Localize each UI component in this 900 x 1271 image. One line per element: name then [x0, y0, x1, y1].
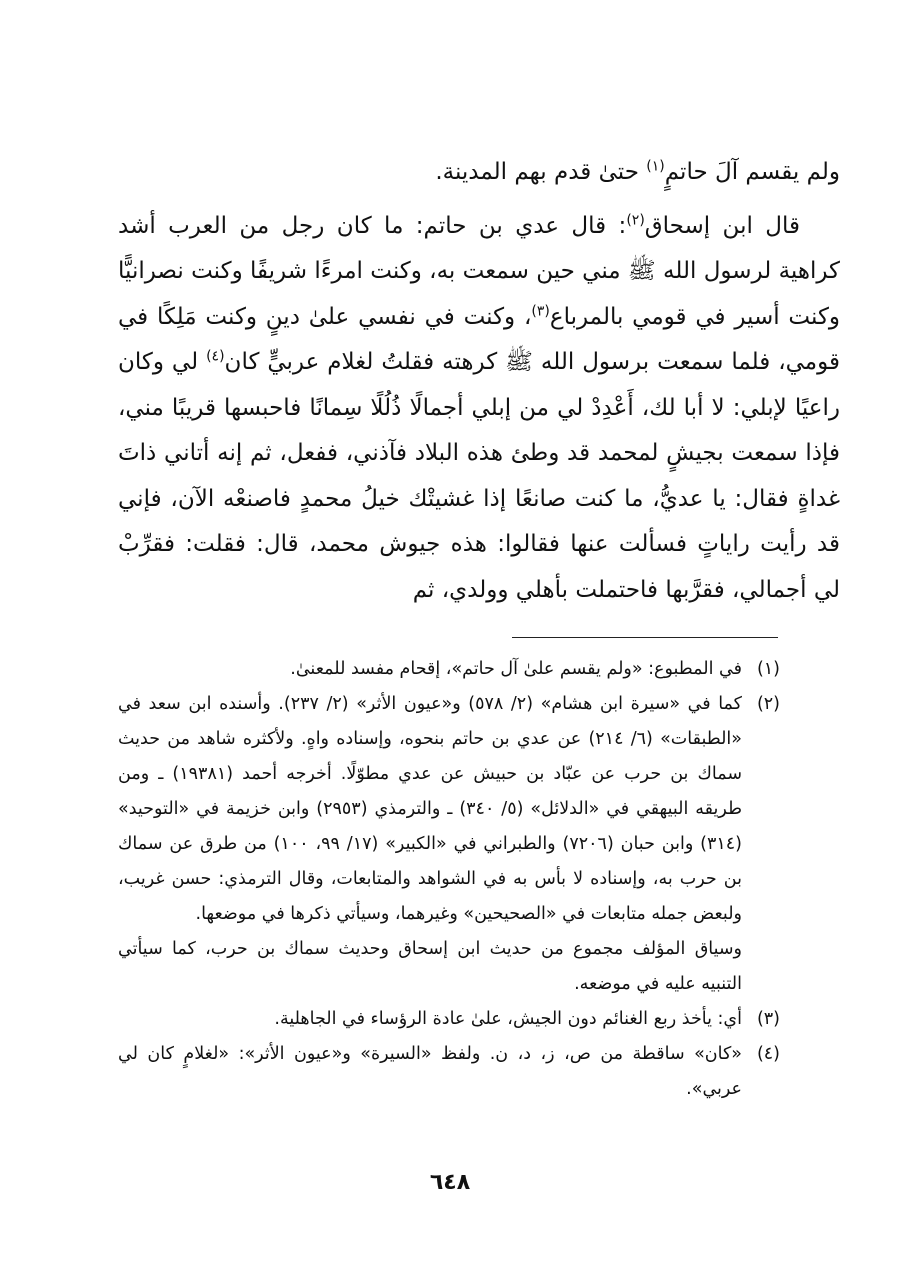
footnote-ref-2[interactable]: (٢)	[626, 211, 645, 228]
footnote-number: (٣)	[756, 1009, 780, 1029]
footnote-separator	[512, 637, 778, 638]
footnote-3	[118, 1002, 780, 1037]
footnote-number: (١)	[756, 659, 780, 679]
footnote-number: (٤)	[756, 1044, 780, 1064]
footnote-text: كما في «سيرة ابن هشام» (٢/ ٥٧٨) و«عيون الأثر» (٢/ ٢٣٧). وأسنده ابن سعد في «الطبقات» (٦/ ٢١٤) عن عدي بن حاتم بنحوه، وإسناده واهٍ. ولأكثره شاهد من حديث سماك بن حرب عن عبّاد بن حبيش عن عدي مطوّلًا. أخرجه أحمد (١٩٣٨١) ـ ومن طريقه البيهقي في «الدلائل» (٥/ ٣٤٠) ـ والترمذي (٢٩٥٣) وابن خزيمة في «التوحيد» (٣١٤) وابن حبان (٧٢٠٦) والطبراني في «الكبير» (١٧/ ٩٩، ١٠٠) من طرق عن سماك بن حرب به، وإسناده لا بأس به في الشواهد والمتابعات، وقال الترمذي: حسن غريب، ولبعض جمله متابعات في «الصحيحين» وغيرهما، وسيأتي ذكرها في موضعها. وسياق المؤلف مجموع من حديث ابن إسحاق وحديث سماك بن حرب، كما سيأتي التنبيه عليه في موضعه.	[118, 694, 743, 994]
main-text	[118, 150, 840, 613]
footnote-text: أي: يأخذ ربع الغنائم دون الجيش، علىٰ عادة الرؤساء في الجاهلية.	[274, 1009, 742, 1029]
opening-line: ولم يقسم آلَ حاتمٍ$^{(١)}$ حتىٰ قدم بهم المدينة.	[435, 158, 840, 185]
footnote-ref-1[interactable]: (١)	[646, 158, 665, 175]
footnote-text: «كان» ساقطة من ص، ز، د، ن. ولفظ «السيرة» و«عيون الأثر»: «لغلامٍ كان لي عربي».	[118, 1044, 742, 1099]
footnote-ref-4[interactable]: (٤)	[206, 348, 225, 365]
footnote-4	[118, 1037, 780, 1107]
footnote-1	[118, 652, 780, 687]
main-paragraph: قال ابن إسحاق$^{(٢)}$: قال عدي بن حاتم: ما كان رجل من العرب أشد كراهية لرسول الله ﷺ مني حين سمعت به، وكنت امرءًا شريفًا وكنت نصرانيًّا وكنت أسير في قومي بالمرباع$^{(٣)}$، وكنت في نفسي علىٰ دينٍ وكنت مَلِكًا في قومي، فلما سمعت برسول الله ﷺ كرهته فقلتُ لغلام عربيٍّ كان$^{(٤)}$ لي وكان راعيًا لإبلي: لا أبا لك، أَعْدِدْ لي من إبلي أجمالًا ذُلُلًا سِمانًا فاحبسها قريبًا مني، فإذا سمعت بجيشٍ لمحمد قد وطئ هذه البلاد فآذني، ففعل، ثم إنه أتاني ذاتَ غداةٍ فقال: يا عديُّ، ما كنت صانعًا إذا غشيتْك خيلُ محمدٍ فاصنعْه الآن، فإني قد رأيت راياتٍ فسألت عنها فقالوا: هذه جيوش محمد، قال: فقلت: فقرِّبْ لي أجمالي، فقرَّبها فاحتملت بأهلي وولدي، ثم	[118, 211, 840, 603]
footnote-ref-3[interactable]: (٣)	[531, 302, 550, 319]
footnote-text: في المطبوع: «ولم يقسم علىٰ آل حاتم»، إقحام مفسد للمعنىٰ.	[290, 659, 742, 679]
footnotes	[118, 652, 780, 1107]
page-number: ٦٤٨	[429, 1170, 471, 1195]
footnote-2	[118, 687, 780, 1002]
footnote-number: (٢)	[756, 694, 780, 714]
